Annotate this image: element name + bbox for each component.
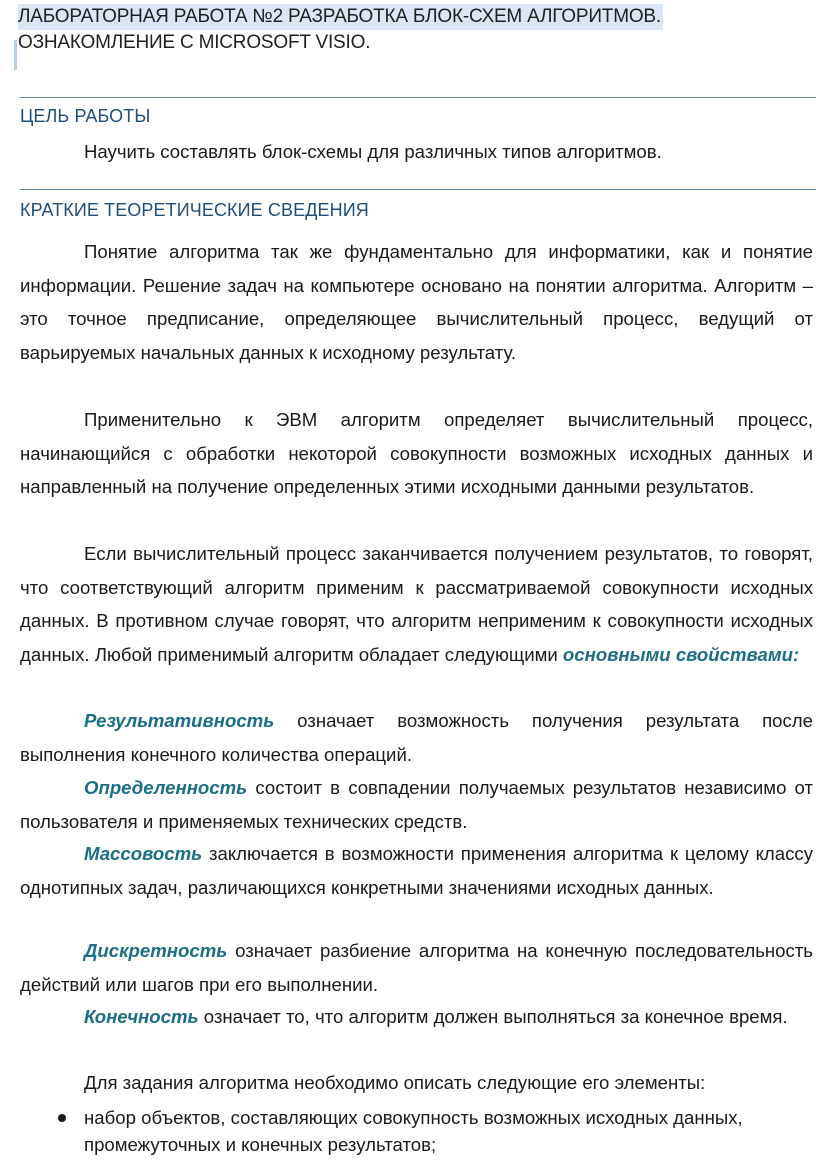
bullet-icon: [58, 1114, 66, 1122]
document-title: [18, 4, 808, 56]
section-divider: [20, 189, 816, 190]
paragraph-3-text: Если вычислительный процесс заканчивается получением результатов, то говорят, что соответствующий алгоритм применим к рассматриваемой совокупности исходных данных. В противном случае говорят, что алгоритм неприменим к совокупности исходных данных. Любой применимый алгоритм обладает следующими: [20, 543, 813, 665]
property-term: Конечность: [84, 1006, 199, 1027]
theory-paragraph-3: [20, 537, 813, 671]
property-text: заключается в возможности применения алгоритма к целому классу однотипных задач, различающихся конкретными значениями исходных данных.: [20, 843, 813, 898]
emphasis-colon: :: [792, 643, 800, 665]
elements-intro: Для задания алгоритма необходимо описать следующие его элементы:: [84, 1072, 706, 1093]
title-line-2: ОЗНАКОМЛЕНИЕ С MICROSOFT VISIO.: [18, 32, 371, 53]
property-discreteness: [20, 934, 813, 1001]
property-text: означает возможность получения результата после выполнения конечного количества операций.: [20, 710, 813, 765]
theory-paragraph-2: Применительно к ЭВМ алгоритм определяет вычислительный процесс, начинающийся с обработки некоторой совокупности возможных исходных данных и направленный на получение определенных этими исходными данными результатов.: [20, 409, 813, 497]
property-text: состоит в совпадении получаемых результатов независимо от пользователя и применяемых технических средств.: [20, 777, 813, 832]
property-term: Массовость: [84, 843, 203, 864]
elements-list: [20, 1104, 813, 1158]
goal-heading: ЦЕЛЬ РАБОТЫ: [20, 106, 151, 126]
emphasis-properties: основными свойствами: [562, 643, 793, 665]
section-divider: [20, 97, 816, 98]
property-finiteness: [20, 1000, 813, 1034]
property-term: Результативность: [84, 710, 275, 731]
property-term: Определенность: [84, 777, 248, 798]
goal-text: Научить составлять блок-схемы для различных типов алгоритмов.: [84, 141, 662, 162]
theory-heading: КРАТКИЕ ТЕОРЕТИЧЕСКИЕ СВЕДЕНИЯ: [20, 200, 369, 220]
property-text: означает то, что алгоритм должен выполняться за конечное время.: [198, 1006, 788, 1027]
property-massiveness: [20, 837, 813, 904]
property-result: [20, 704, 813, 771]
selection-marker: [14, 40, 17, 70]
theory-paragraph-1: Понятие алгоритма так же фундаментально для информатики, как и понятие информации. Решение задач на компьютере основано на понятии алгоритма. Алгоритм – это точное предписание, определяющее вычислительный процесс, ведущий от варьируемых начальных данных к исходному результату.: [20, 241, 813, 363]
list-item-text: набор объектов, составляющих совокупность возможных исходных данных, промежуточных и конечных результатов;: [84, 1107, 743, 1155]
property-text: означает разбиение алгоритма на конечную последовательность действий или шагов при его выполнении.: [20, 940, 813, 995]
property-determinacy: [20, 771, 813, 838]
list-item: [20, 1104, 784, 1158]
title-line-1: ЛАБОРАТОРНАЯ РАБОТА №2 РАЗРАБОТКА БЛОК-СХЕМ АЛГОРИТМОВ.: [18, 4, 663, 30]
property-term: Дискретность: [84, 940, 228, 961]
